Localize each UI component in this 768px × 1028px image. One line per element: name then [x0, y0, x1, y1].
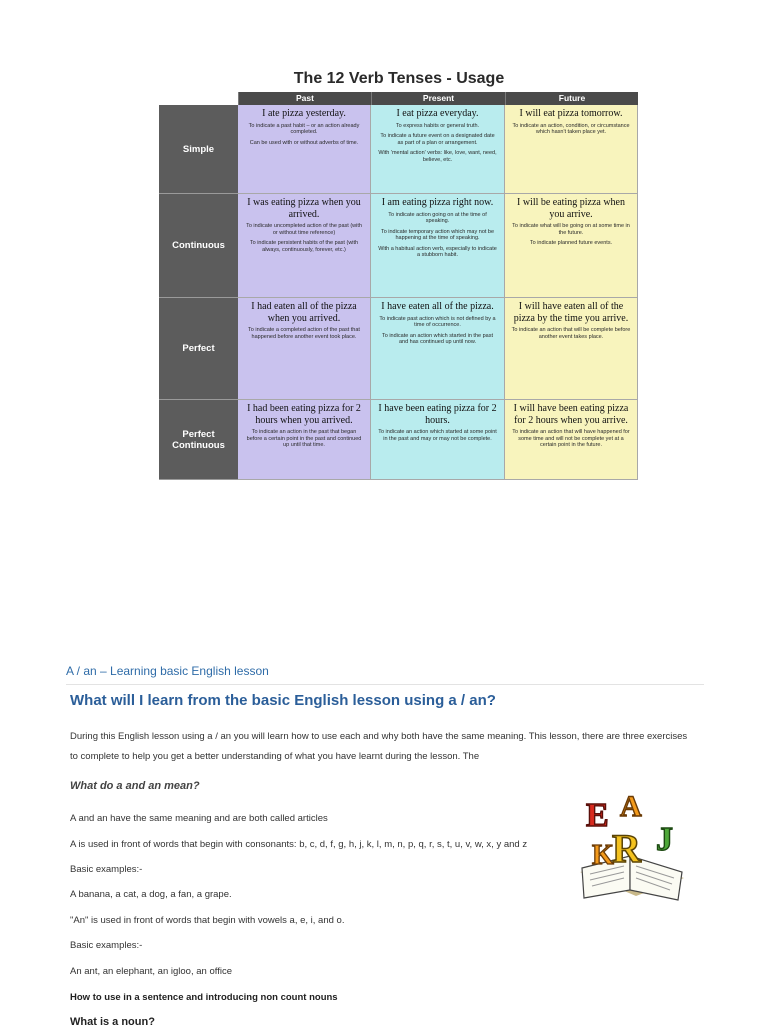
section-subheading: What do a and an mean?: [70, 780, 200, 792]
example-sentence: I will have eaten all of the pizza by the time you arrive.: [513, 301, 629, 324]
row-header-perfect: Perfect: [159, 298, 238, 400]
lesson-intro: During this English lesson using a / an you will learn how to use each and why both have the same meaning. This lesson, there are three exercises to complete to help you get a better understanding of what you have learnt during the lesson. The: [70, 731, 688, 762]
text-line: "An" is used in front of words that begin with vowels a, e, i, and o.: [70, 915, 345, 926]
usage-note: To indicate an action that will have happened for some time and will not be complete yet at a certain point in the future.: [512, 429, 630, 449]
bold-text-line: How to use in a sentence and introducing non count nouns: [70, 992, 338, 1003]
example-sentence: I eat pizza everyday.: [396, 108, 479, 119]
chart-title: The 12 Verb Tenses - Usage: [293, 70, 505, 87]
usage-note: To express habits or general truth.: [395, 122, 480, 129]
example-sentence: I am eating pizza right now.: [381, 197, 494, 208]
example-sentence: I had been eating pizza for 2 hours when you arrived.: [247, 403, 361, 426]
column-header-past: Past: [238, 92, 371, 105]
tense-cell: [505, 194, 638, 298]
example-sentence: I was eating pizza when you arrived.: [247, 197, 361, 220]
usage-note: To indicate an action in the past that began before a certain point in the past and continued up until that time.: [246, 429, 362, 449]
example-sentence: I have eaten all of the pizza.: [381, 301, 494, 312]
usage-note: With a habitual action verb, especially to indicate a stubborn habit.: [378, 245, 497, 259]
usage-note: To indicate persistent habits of the past (with always, continuously, forever, etc.): [249, 240, 359, 253]
tense-cell: [371, 298, 505, 400]
tense-cell: [371, 400, 505, 480]
usage-note: To indicate a future event on a designated date as part of a plan or arrangement.: [380, 133, 495, 146]
lesson-heading: What will I learn from the basic English lesson using a / an?: [70, 692, 496, 709]
verb-tense-table: [159, 92, 638, 480]
usage-note: To indicate an action which started at some point in the past and may or may not be complete.: [378, 429, 497, 442]
usage-note: To indicate uncompleted action of the past (with or without time reference): [246, 223, 362, 236]
text-line: A and an have the same meaning and are both called articles: [70, 813, 328, 824]
breadcrumb[interactable]: A / an – Learning basic English lesson: [66, 664, 269, 678]
usage-note: To indicate a completed action of the past that happened before another event took place.: [248, 327, 360, 340]
tense-cell: [505, 298, 638, 400]
usage-note: To indicate an action which started in the past and has continued up until now.: [382, 332, 493, 346]
text-line: A is used in front of words that begin with consonants: b, c, d, f, g, h, j, k, l, m, n, p, q, r, s, t, u, v, w, x, y and z: [70, 839, 528, 850]
partial-heading: What is a noun?: [70, 1016, 155, 1028]
divider: [66, 684, 704, 685]
letter-k: K: [592, 840, 614, 871]
row-header-perfect-continuous: Perfect Continuous: [159, 400, 238, 480]
example-sentence: I will have been eating pizza for 2 hours when you arrive.: [513, 403, 629, 426]
example-sentence: I had eaten all of the pizza when you arrived.: [251, 301, 357, 324]
tense-cell: [371, 194, 505, 298]
usage-note: To indicate past action which is not defined by a time of occurrence.: [379, 315, 496, 329]
usage-note: To indicate a past habit – or an action already completed.: [248, 122, 360, 136]
text-line: Basic examples:-: [70, 864, 143, 875]
example-sentence: I will eat pizza tomorrow.: [519, 108, 623, 119]
usage-note: With 'mental action' verbs: like, love, want, need, believe, etc.: [378, 150, 497, 163]
text-line: Basic examples:-: [70, 940, 143, 951]
tense-cell: [505, 400, 638, 480]
tense-cell: [371, 105, 505, 194]
example-sentence: I will be eating pizza when you arrive.: [516, 197, 625, 220]
table-corner: [159, 92, 238, 105]
usage-note: To indicate an action, condition, or circumstance which hasn't taken place yet.: [512, 122, 630, 136]
tense-cell: [238, 298, 371, 400]
letter-j: J: [656, 821, 673, 858]
example-sentence: I have been eating pizza for 2 hours.: [378, 403, 497, 426]
letter-e: E: [586, 797, 609, 834]
tense-cell: [238, 400, 371, 480]
text-line: A banana, a cat, a dog, a fan, a grape.: [70, 889, 232, 900]
usage-note: To indicate action going on at the time of speaking.: [388, 211, 487, 225]
book-letters-illustration: [572, 786, 690, 914]
letter-a: A: [620, 790, 642, 823]
usage-note: To indicate what will be going on at some time in the future.: [512, 223, 630, 236]
usage-note: Can be used with or without adverbs of time.: [249, 139, 359, 146]
row-header-continuous: Continuous: [159, 194, 238, 298]
usage-note: To indicate temporary action which may not be happening at the time of speaking.: [380, 228, 495, 242]
text-line: An ant, an elephant, an igloo, an office: [70, 966, 232, 977]
letter-r: R: [612, 826, 641, 871]
tense-cell: [505, 105, 638, 194]
usage-note: To indicate planned future events.: [529, 240, 613, 247]
tense-cell: [238, 194, 371, 298]
row-header-simple: Simple: [159, 105, 238, 194]
column-header-present: Present: [371, 92, 505, 105]
example-sentence: I ate pizza yesterday.: [262, 108, 346, 119]
tense-cell: [238, 105, 371, 194]
column-header-future: Future: [505, 92, 638, 105]
usage-note: To indicate an action that will be complete before another event takes place.: [511, 327, 631, 340]
